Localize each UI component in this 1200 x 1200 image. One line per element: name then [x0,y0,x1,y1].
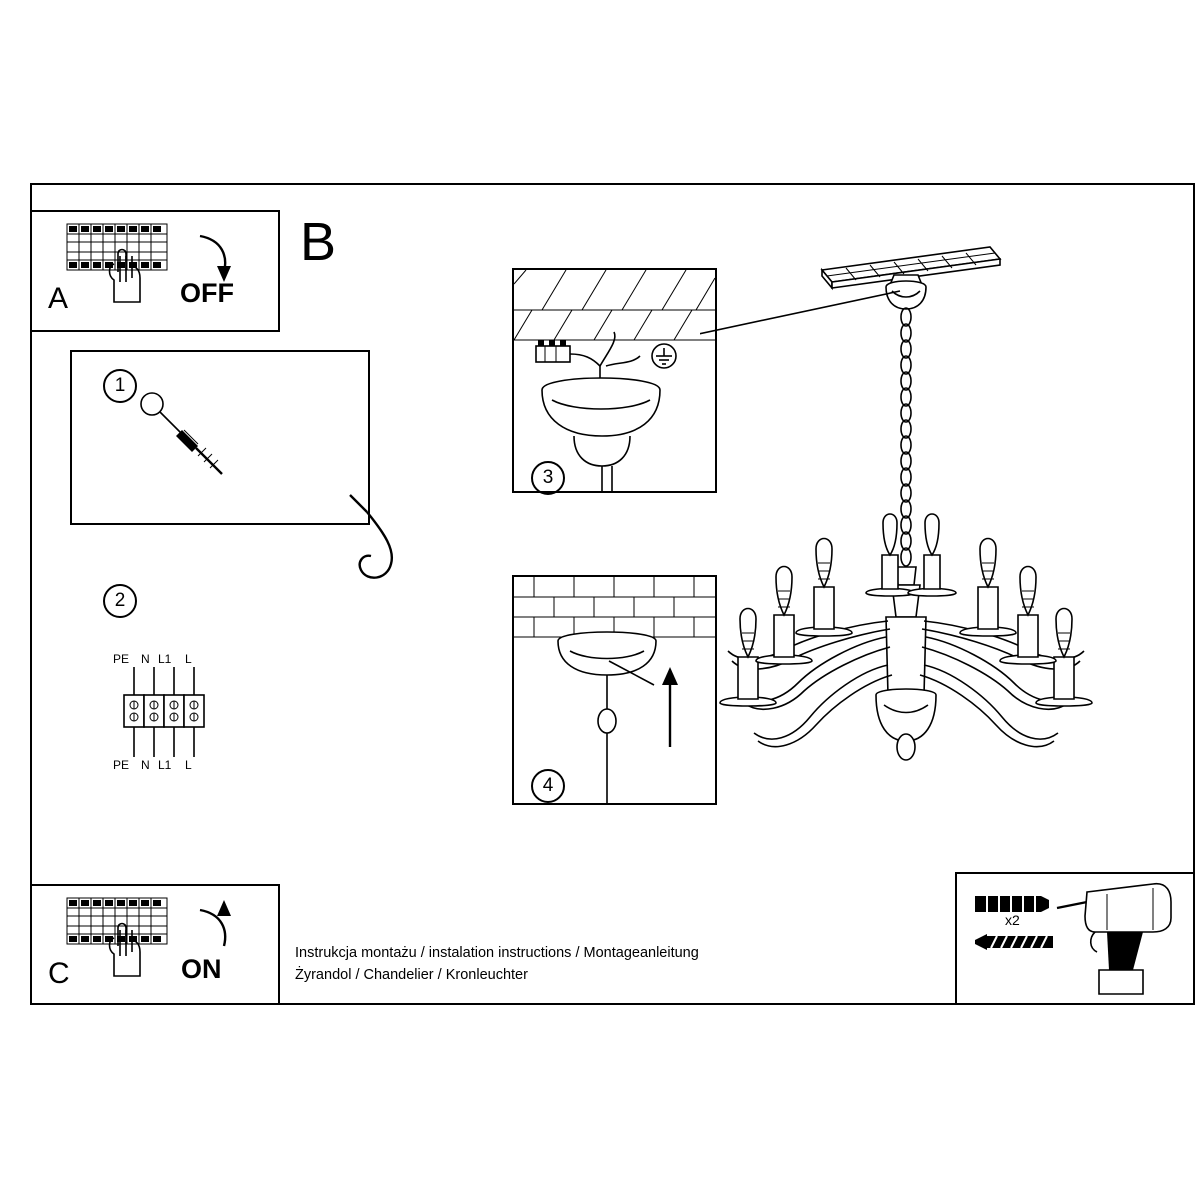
arrow-up-icon [662,667,678,747]
panel-c-letter: C [48,957,70,990]
step-3-number: 3 [531,461,565,495]
candle-right-3 [960,539,1016,637]
earth-ground-icon [652,344,676,368]
hook-curve [345,490,425,600]
terminal-top-label-pe: PE [113,652,130,666]
step-4-number: 4 [531,769,565,803]
hand-pointing-icon [110,250,141,303]
terminal-bottom-label-l1: L1 [158,758,172,772]
chandelier-illustration [700,225,1100,815]
panel-c-action-label: ON [181,954,222,984]
terminal-bottom-label-l: L [185,758,192,772]
panel-b-letter: B [300,212,337,272]
terminal-bottom-label-n: N [141,758,150,772]
quantity-label: x2 [1005,912,1020,928]
panel-a-letter: A [48,282,69,315]
curved-arrow-down-icon [200,236,231,282]
step-1-number: 1 [103,369,137,403]
wall-plug-icon [975,896,1049,912]
terminal-top-label-n: N [141,652,150,666]
candle-left-2 [756,567,812,665]
candle-right-2 [1000,567,1056,665]
terminal-bottom-label-pe: PE [113,758,130,772]
terminal-top-label-l1: L1 [158,652,172,666]
ceiling-rose-wiring-illustration [514,270,715,491]
breaker-off-illustration [32,212,278,330]
hand-pointing-icon [110,924,141,977]
screw-icon [975,934,1053,950]
panel-tools-accessories [955,872,1195,1005]
candle-center-right [908,514,956,596]
panel-a-action-label: OFF [180,278,234,308]
candle-left-3 [796,539,852,637]
panel-step3-ceiling-connection [512,268,717,493]
power-drill-icon [1057,884,1171,994]
caption-line-1: Instrukcja montażu / instalation instructions / Montageanleitung [295,945,699,961]
chain [901,308,911,566]
caption-line-2: Żyrandol / Chandelier / Kronleuchter [295,967,528,983]
terminal-top-label-l: L [185,652,192,666]
tools-illustration [957,874,1193,1003]
curved-arrow-up-icon [200,900,231,946]
step-2-number: 2 [103,584,137,618]
